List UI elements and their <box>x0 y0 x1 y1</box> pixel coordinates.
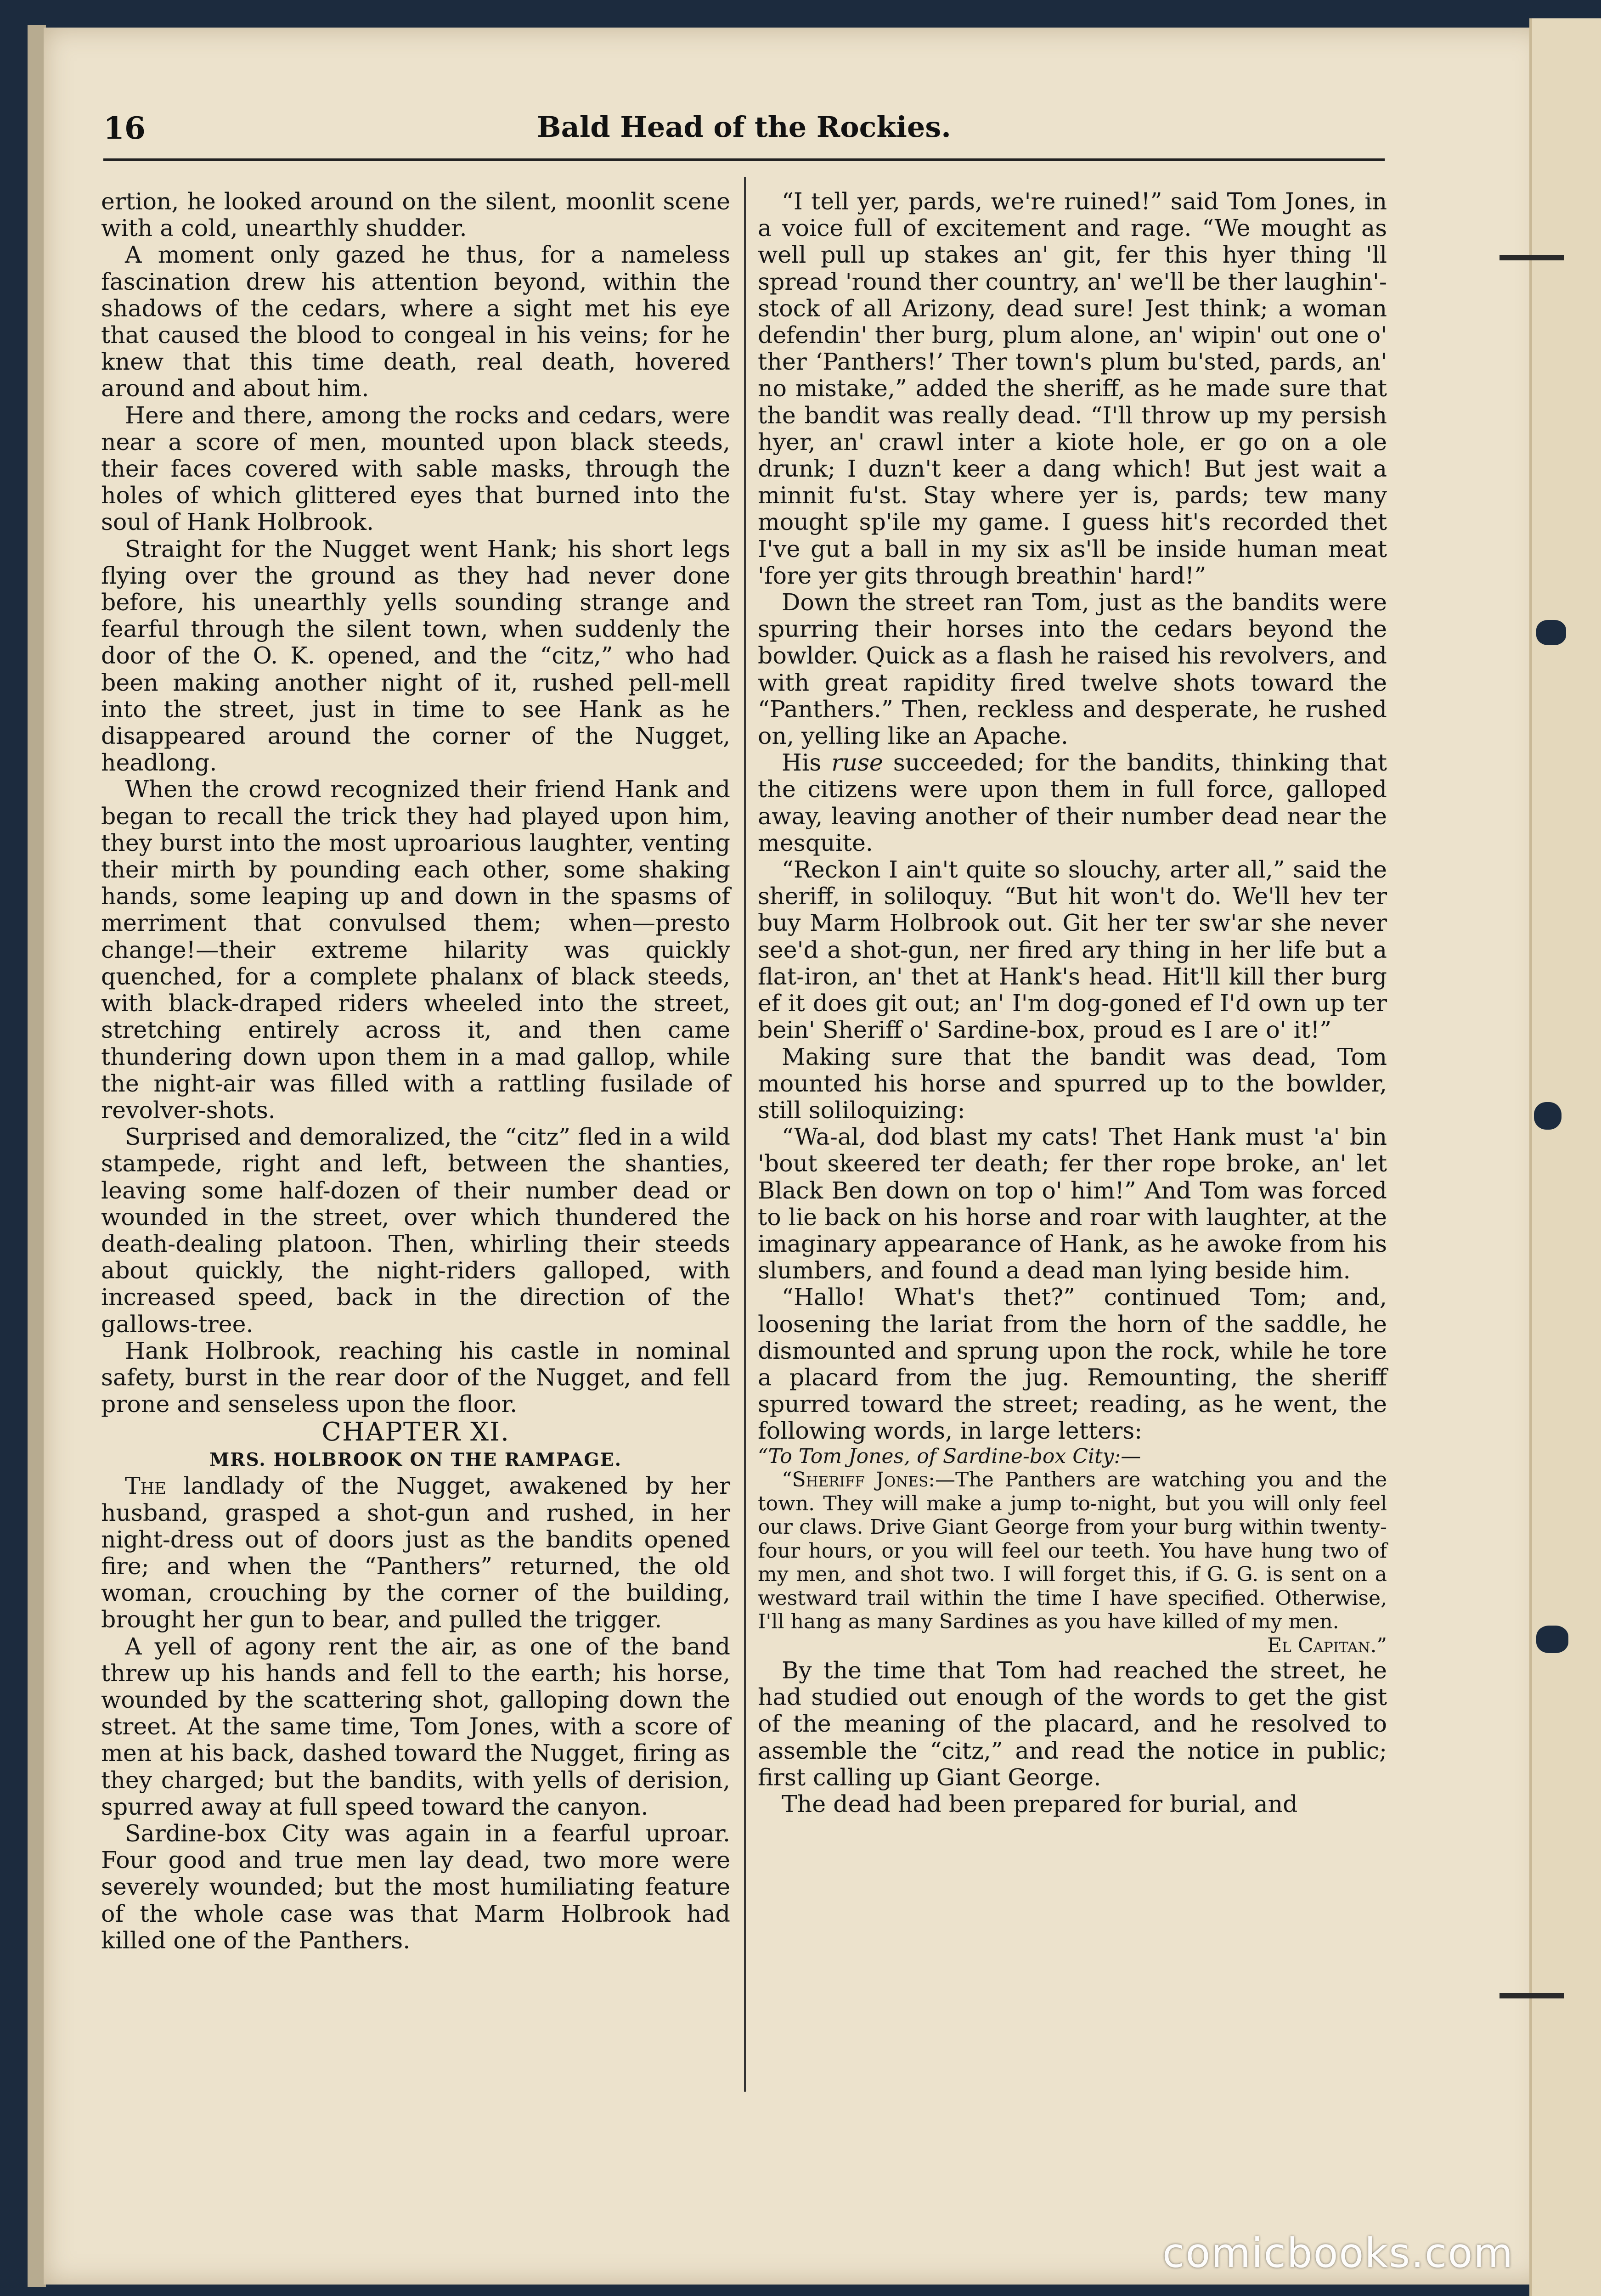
placard-salutation: “Sheriff Jones: <box>782 1468 936 1492</box>
watermark: comicbooks.com <box>1162 2229 1514 2277</box>
paragraph: Making sure that the bandit was dead, Tom mounted his horse and spurred up to the bowlder, still soliloquizing: <box>758 1043 1387 1124</box>
paragraph: “Reckon I ain't quite so slouchy, arter all,” said the sheriff, in soliloquy. “But hit won't do. We'll hev ter buy Marm Holbrook out. Git her ter sw'ar she never see'd a shot-gun, ner fired ary thing in her life but a flat-iron, an' thet at Hank's head. Hit'll kill ther burg ef it does git out; an' I'm dog-goned ef I'd own up ter bein' Sheriff o' Sardine-box, proud es I are o' it!” <box>758 856 1387 1044</box>
placard-signature: El Capitan.” <box>1267 1633 1387 1657</box>
paragraph: Sardine-box City was again in a fearful uproar. Four good and true men lay dead, two more were severely wounded; but the most humiliating feature of the whole case was that Marm Holbrook had killed one of the Panthers. <box>101 1819 730 1954</box>
paragraph: Down the street ran Tom, just as the bandits were spurring their horses into the cedars beyond the bowlder. Quick as a flash he raised his revolvers, and with great rapidity fired twelve shots toward the “Panthers.” Then, reckless and desperate, he rushed on, yelling like an Apache. <box>758 589 1387 750</box>
paragraph: Here and there, among the rocks and cedars, were near a score of men, mounted upon black steeds, their faces covered with sable masks, through the holes of which glittered eyes that burned into the soul of Hank Holbrook. <box>101 401 730 536</box>
paragraph: When the crowd recognized their friend Hank and began to recall the trick they had played upon him, they burst into the most uproarious laughter, venting their mirth by pounding each other, some shaking hands, some leaping up and down in the spasms of merriment that convulsed them; when—presto change!—their extreme hilarity was quickly quenched, for a complete phalanx of black steeds, with black-draped riders wheeled into the street, stretching entirely across it, and then came thundering down upon them in a mad gallop, while the night-air was filled with a rattling fusilade of revolver-shots. <box>101 776 730 1124</box>
right-column <box>758 188 1387 1818</box>
placard-text <box>758 1445 1387 1658</box>
left-column <box>101 188 730 1954</box>
paragraph-text: His <box>782 749 832 777</box>
tear-mark <box>1534 1102 1562 1130</box>
paragraph: By the time that Tom had reached the street, he had studied out enough of the words to get the gist of the meaning of the placard, and he resolved to assemble the “citz,” and read the notice in public; first calling up Giant George. <box>758 1657 1387 1791</box>
paragraph: Straight for the Nugget went Hank; his short legs flying over the ground as they had never done before, his unearthly yells sounding strange and fearful through the silent town, when suddenly the door of the O. K. opened, and the “citz,” who had been making another night of it, rushed pell-mell into the street, just in time to see Hank as he disappeared around the corner of the Nugget, headlong. <box>101 535 730 777</box>
paragraph: “Wa-al, dod blast my cats! Thet Hank must 'a' bin 'bout skeered ter death; fer ther rope broke, an' let Black Ben down on top o' him!” And Tom was forced to lie back on his horse and roar with laughter, at the imaginary appearance of Hank, as he awoke from his slumbers, and found a dead man lying beside him. <box>758 1123 1387 1284</box>
column-divider <box>744 177 746 2092</box>
tear-mark <box>1536 620 1566 645</box>
scan-edge-left <box>28 25 46 2287</box>
paragraph: A yell of agony rent the air, as one of the band threw up his hands and fell to the earth; his horse, wounded by the scattering shot, galloping down the street. At the same time, Tom Jones, with a score of men at his back, dashed toward the Nugget, firing as they charged; but the bandits, with yells of derision, spurred away at full speed toward the canyon. <box>101 1632 730 1820</box>
italic-word: ruse <box>831 749 883 777</box>
placard-message: —The Panthers are watching you and the town. They will make a jump to-night, but you will only feel our claws. Drive Giant George from your burg within twenty-four hours, or you will feel our teeth. You have hung two of my men, and shot two. I will forget this, if G. G. is sent on a westward trail within the time I have specified. Otherwise, I'll hang as many Sardines as you have killed of my men. <box>758 1468 1387 1634</box>
binding-mark <box>1500 1993 1564 1998</box>
chapter-subtitle: MRS. HOLBROOK ON THE RAMPAGE. <box>209 1449 622 1471</box>
header-rule <box>103 158 1385 161</box>
lead-word: The <box>125 1472 166 1500</box>
paragraph: ertion, he looked around on the silent, moonlit scene with a cold, unearthly shudder. <box>101 188 730 242</box>
paragraph: “I tell yer, pards, we're ruined!” said Tom Jones, in a voice full of excitement and rage. “We mought as well pull up stakes an' git, fer this hyer thing 'll spread 'round ther country, an' we'll be ther laughin'-stock of all Arizony, dead sure! Jest think; a woman defendin' ther burg, plum alone, an' wipin' out one o' ther ‘Panthers!’ Ther town's plum bu'sted, pards, an' no mistake,” added the sheriff, as he made sure that the bandit was really dead. “I'll throw up my persish hyer, an' crawl inter a kiote hole, er go on a ole drunk; I duzn't keer a dang which! But jest wait a minnit fu'st. Stay where yer is, pards; tew many mought sp'ile my game. I guess hit's recorded thet I've gut a ball in my six as'll be inside human meat 'fore yer gits through breathin' hard!” <box>758 188 1387 589</box>
binding-mark <box>1500 255 1564 260</box>
placard-address: “To Tom Jones, of Sardine-box City:— <box>758 1444 1141 1468</box>
paragraph: Surprised and demoralized, the “citz” fled in a wild stampede, right and left, between the shanties, leaving some half-dozen of their number dead or wounded in the street, over which thundered the death-dealing platoon. Then, whirling their steeds about quickly, the night-riders galloped, with increased speed, back in the direction of the gallows-tree. <box>101 1123 730 1338</box>
page-number: 16 <box>103 110 146 146</box>
tear-mark <box>1536 1626 1568 1653</box>
placard-body <box>758 1468 1387 1657</box>
paragraph: The dead had been prepared for burial, and <box>782 1790 1298 1818</box>
page-header <box>103 110 1385 152</box>
running-title: Bald Head of the Rockies. <box>537 110 951 144</box>
paragraph <box>758 749 1387 856</box>
chapter-title: CHAPTER XI. <box>321 1417 510 1447</box>
paragraph-text: landlady of the Nugget, awakened by her husband, grasped a shot-gun and rushed, in her night-dress out of doors just as the bandits opened fire; and when the “Panthers” returned, the old woman, crouching by the corner of the building, brought her gun to bear, and pulled the trigger. <box>101 1472 730 1633</box>
paragraph: Hank Holbrook, reaching his castle in nominal safety, burst in the rear door of the Nugget, and fell prone and senseless upon the floor. <box>101 1337 730 1418</box>
paragraph: “Hallo! What's thet?” continued Tom; and, loosening the lariat from the horn of the saddle, he dismounted and sprung upon the rock, while he tore a placard from the jug. Remounting, the sheriff spurred toward the street; reading, as he went, the following words, in large letters: <box>758 1283 1387 1445</box>
page-right-edge <box>1529 18 1601 2296</box>
paragraph <box>101 1473 730 1633</box>
paragraph: A moment only gazed he thus, for a nameless fascination drew his attention beyond, within the shadows of the cedars, where a sight met his eye that caused the blood to congeal in his veins; for he knew that this time death, real death, hovered around and about him. <box>101 241 730 402</box>
paragraph-text: succeeded; for the bandits, thinking that the citizens were upon them in full force, galloped away, leaving another of their number dead near the mesquite. <box>758 749 1387 856</box>
